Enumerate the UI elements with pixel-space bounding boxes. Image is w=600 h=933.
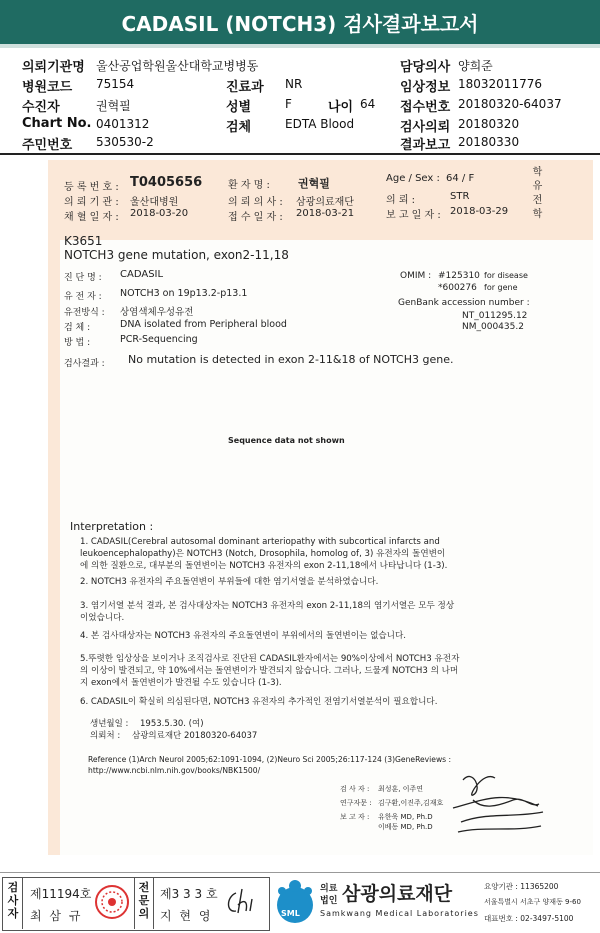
interpretation-6: 6. CADASIL이 확실히 의심된다면, NOTCH3 유전자의 추가적인 전염기서열분석이 필요합니다. [80, 697, 438, 707]
org-phone: 대표번호 : 02-3497-5100 [484, 914, 574, 923]
report-title: CADASIL (NOTCH3) 검사결과보고서 [0, 0, 600, 48]
ward-label: 의 뢰 : [386, 195, 416, 206]
hospital-code: 75154 [96, 77, 135, 91]
receive-date-label: 접 수 일 자 : [228, 212, 283, 223]
sequence-note: Sequence data not shown [228, 436, 345, 445]
org-legal-1: 의료 [320, 884, 338, 894]
req-inst-label: 의 뢰 기 관 : [64, 197, 119, 208]
sex: F [285, 97, 292, 111]
ward: STR [450, 191, 470, 202]
patient-name: 권혁필 [96, 99, 131, 113]
specialist-name: 지 현 영 [160, 909, 213, 923]
examiner-label: 검 사 자 : [340, 785, 370, 793]
receipt-no-label: 접수번호 [400, 100, 451, 115]
handwritten-signature [443, 760, 553, 840]
age-sex-label: Age / Sex : [386, 173, 440, 184]
specimen: EDTA Blood [285, 117, 355, 131]
interpretation-1: 1. CADASIL(Cerebral autosomal dominant arteriopathy with subcortical infarcts and leukoencephalopathy)은 NOTCH3 (Notch, Drosophila, homolog of, 3) 유전자의 돌연변이에 의한 질환으로, 대부분의 돌연변이는 NOTCH3 유전자의 exon 2-11,18에서 나타납니다 (1-3). [80, 537, 448, 571]
inheritance: 상염색체우성유전 [120, 307, 194, 318]
inspector-vlabel: 검사자 [7, 881, 19, 920]
diagnosis-label: 진 단 명 : [64, 273, 102, 283]
req-doctor-label: 의 뢰 의 사 : [228, 197, 283, 208]
request-no-label: 의뢰처 : [90, 731, 121, 741]
test-code: K3651 [64, 234, 103, 248]
requesting-institution-label: 의뢰기관명 [22, 60, 85, 75]
hospital-code-label: 병원코드 [22, 80, 73, 95]
scan-specimen-label: 검 체 : [64, 323, 91, 333]
researcher-label: 연구자문 : [340, 799, 372, 807]
physician: 양희준 [458, 59, 493, 73]
age-sex: 64 / F [446, 173, 475, 184]
inheritance-label: 유전방식 : [64, 308, 105, 318]
header-info [0, 52, 600, 152]
collect-date: 2018-03-20 [130, 208, 189, 219]
examiner: 최성훈, 이주연 [378, 785, 424, 793]
side-text: 학유전학 [530, 166, 541, 222]
interpretation-3: 3. 염기서열 분석 결과, 본 검사대상자는 NOTCH3 유전자의 exon 2-11,18의 염기서열은 모두 정상이었습니다. [80, 601, 455, 623]
org-legal-2: 법인 [320, 896, 338, 906]
divider [134, 878, 135, 929]
req-doctor: 삼광의료재단 [296, 197, 354, 208]
clinical-info-label: 임상정보 [400, 80, 451, 95]
scanned-report [48, 160, 593, 855]
scan-patient: 권혁필 [298, 177, 330, 190]
specialist-vlabel: 전문의 [138, 881, 150, 920]
chart-no-label: Chart No. [22, 116, 92, 131]
scan-report-date: 2018-03-29 [450, 206, 509, 217]
reg-no: T0405656 [130, 175, 203, 190]
genbank-1: NT_011295.12 [462, 311, 528, 321]
sex-label: 성별 [226, 100, 252, 115]
request-no: 삼광의료재단 20180320-64037 [132, 731, 258, 741]
req-inst: 울산대병원 [130, 197, 179, 208]
method: PCR-Sequencing [120, 334, 198, 345]
age: 64 [360, 97, 376, 111]
reporter-label: 보 고 자 : [340, 813, 370, 821]
interpretation-4: 4. 본 검사대상자는 NOTCH3 유전자의 주요돌연변이 부위에서의 돌연변이는 없습니다. [80, 631, 407, 641]
reference: Reference (1)Arch Neurol 2005;62:1091-1094, (2)Neuro Sci 2005;26:117-124 (3)GeneReviews : http://www.ncbi.nlm.nih.gov/books/NBK1500/ [88, 755, 452, 775]
birth: 1953.5.30. (여) [140, 719, 204, 729]
divider [0, 153, 600, 155]
omim-label: OMIM : [400, 271, 432, 281]
reporter-2: 이베동 MD, Ph.D [378, 823, 433, 831]
resident-no-label: 주민번호 [22, 138, 73, 153]
physician-label: 담당의사 [400, 60, 451, 75]
omim-disease: #125310 [438, 271, 480, 281]
department: NR [285, 77, 303, 91]
clinical-info: 18032011776 [458, 77, 542, 91]
age-label: 나이 [328, 100, 354, 115]
gene-label: 유 전 자 : [64, 292, 102, 302]
test-name: NOTCH3 gene mutation, exon2-11,18 [64, 248, 289, 262]
researcher: 김구환,이진주,김재호 [378, 799, 444, 807]
specialist-no: 제3 3 3 호 [160, 887, 218, 901]
receive-date: 2018-03-21 [296, 208, 355, 219]
omim-gene-note: for gene [484, 283, 518, 292]
scan-patient-label: 환 자 명 : [228, 180, 270, 191]
org-name: 삼광의료재단 [342, 883, 453, 905]
chart-no: 0401312 [96, 117, 150, 131]
interpretation-5: 5.뚜렷한 임상상을 보이거나 조직검사로 진단된 CADASIL환자에서는 90%이상에서 NOTCH3 유전자의 이상이 발견되고, 약 10%에서는 돌연변이가 발견되지 않습니다. 그러나, 드물게 NOTCH3 의 나머지 exon에서 돌연변이가 발견될 수도 있습니다 (1-3). [80, 654, 460, 688]
sml-text: SML [281, 909, 300, 918]
gene: NOTCH3 on 19p13.2-p13.1 [120, 288, 248, 299]
scan-specimen: DNA isolated from Peripheral blood [120, 319, 287, 330]
patient-label: 수진자 [22, 100, 60, 115]
requesting-institution: 울산공업학원울산대학교병병동 [96, 59, 259, 73]
reg-no-label: 등 록 번 호 : [64, 182, 119, 193]
department-label: 진료과 [226, 80, 264, 95]
scan-left-band [48, 240, 60, 855]
collect-date-label: 채 혈 일 자 : [64, 212, 119, 223]
divider [153, 878, 154, 929]
method-label: 방 법 : [64, 338, 91, 348]
resident-no: 530530-2 [96, 135, 154, 149]
specialist-signature [222, 885, 262, 919]
stamp-seal [94, 884, 130, 920]
scan-report-date-label: 보 고 일 자 : [386, 210, 441, 221]
interpretation-title: Interpretation : [70, 520, 154, 533]
org-code: 요양기관 : 11365200 [484, 882, 559, 891]
report-date: 20180330 [458, 135, 520, 149]
diagnosis: CADASIL [120, 269, 164, 280]
org-english: Samkwang Medical Laboratories [320, 909, 479, 918]
result: No mutation is detected in exon 2-11&18 of NOTCH3 gene. [128, 353, 454, 366]
omim-gene: *600276 [438, 283, 477, 293]
genbank-label: GenBank accession number : [398, 298, 530, 308]
report-date-label: 결과보고 [400, 138, 451, 153]
sml-logo-icon [272, 877, 318, 929]
org-address: 서울특별시 서초구 양재동 9-60 [484, 898, 581, 906]
result-label: 검사결과 : [64, 359, 105, 369]
divider [22, 878, 23, 929]
request-date: 20180320 [458, 117, 520, 131]
genbank-2: NM_000435.2 [462, 322, 524, 332]
receipt-no: 20180320-64037 [458, 97, 562, 111]
reporter-1: 유한욱 MD, Ph.D [378, 813, 433, 821]
omim-disease-note: for disease [484, 271, 528, 280]
request-date-label: 검사의뢰 [400, 120, 451, 135]
interpretation-2: 2. NOTCH3 유전자의 주요돌연변이 부위들에 대한 염기서열을 분석하였습니다. [80, 577, 379, 587]
inspector-no: 제11194호 [30, 887, 92, 901]
specimen-label: 검체 [226, 120, 252, 135]
footer [0, 872, 600, 933]
inspector-name: 최 삼 규 [30, 909, 83, 923]
birth-label: 생년월일 : [90, 719, 129, 729]
